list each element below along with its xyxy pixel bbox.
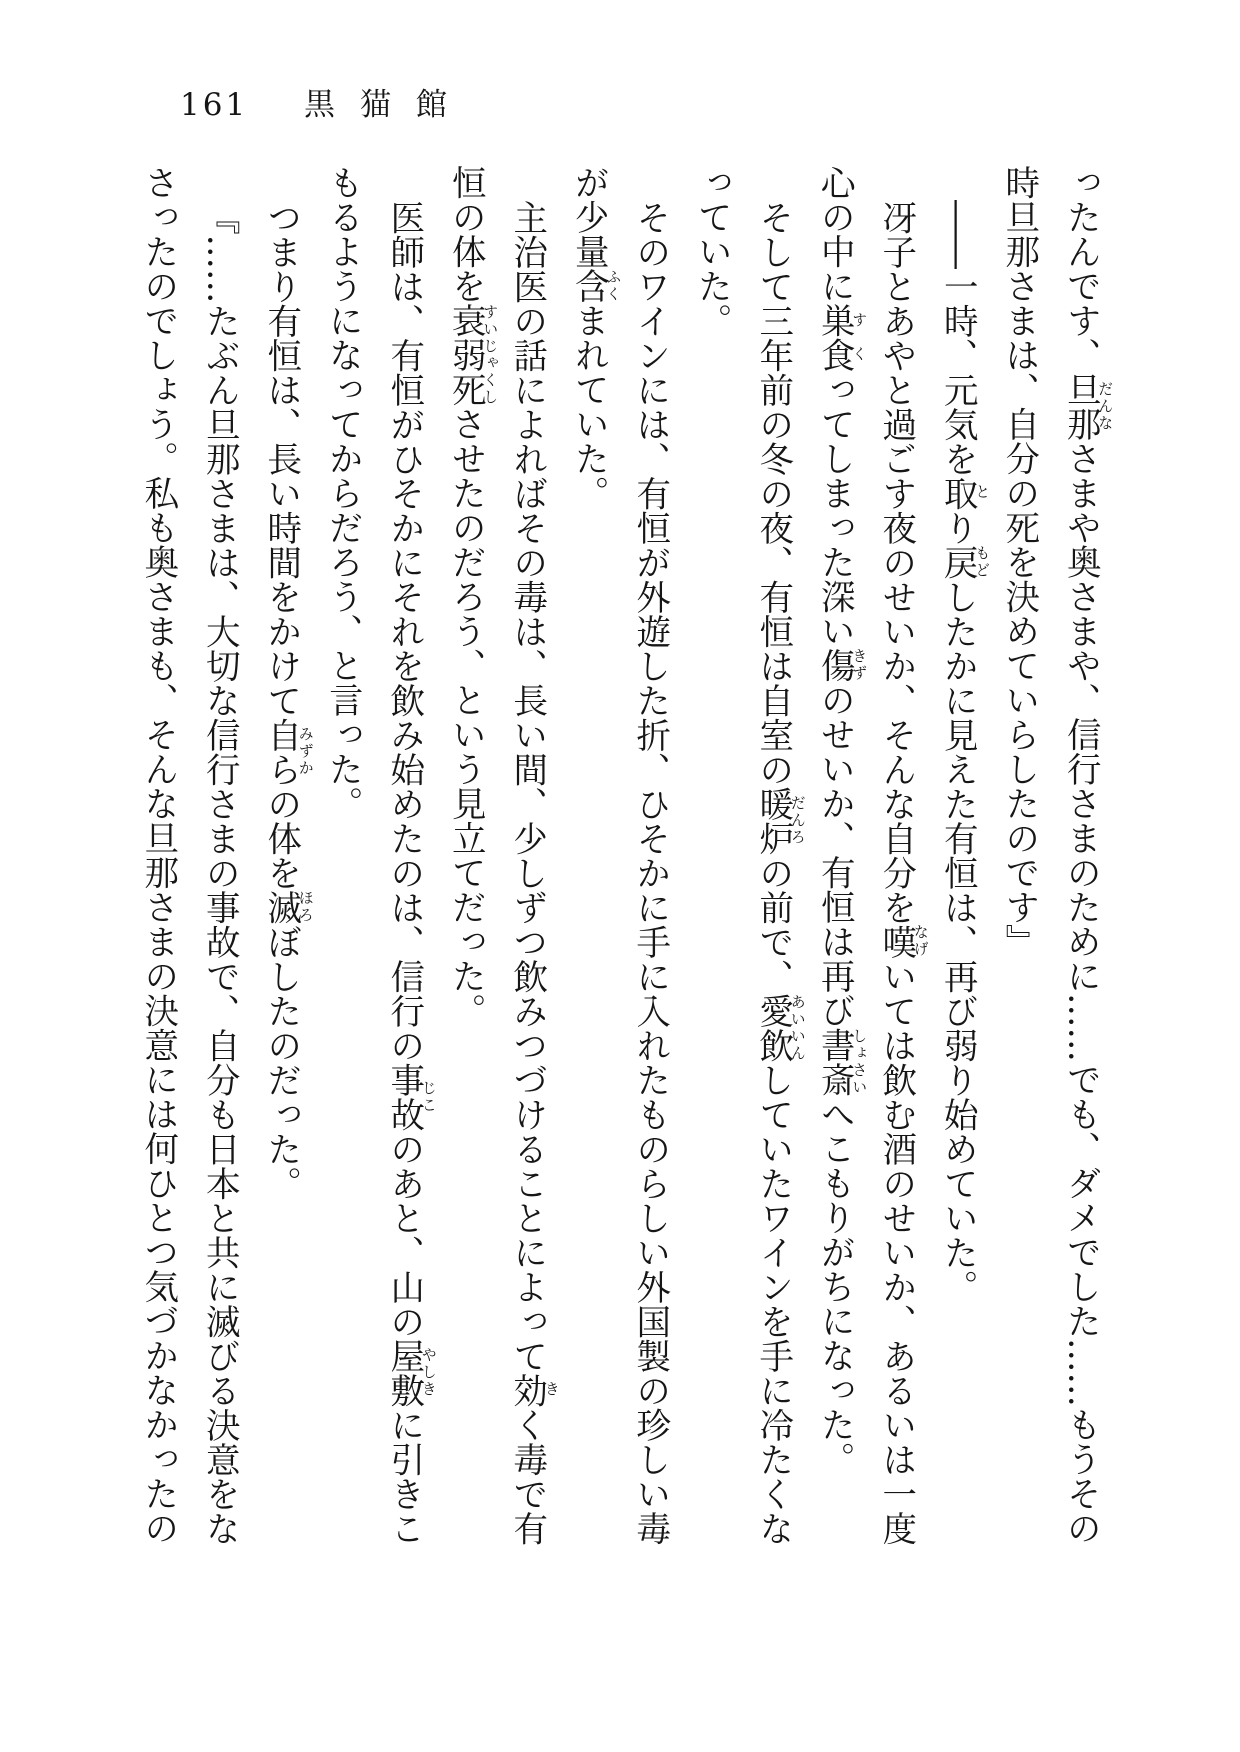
furigana: しょさい <box>850 1028 869 1096</box>
furigana: ほろ <box>296 889 315 924</box>
text-column <box>199 165 240 1620</box>
column-text: つまり有恒は、長い時間をかけて自らの体を滅ぼしたのだった。 <box>260 199 301 1200</box>
column-text: が少量含まれていた。 <box>568 165 609 510</box>
column-text: 恒の体を衰弱死させたのだろう、という見立てだった。 <box>445 165 486 1028</box>
column-text: もるようになってからだろう、と言った。 <box>322 165 363 821</box>
column-text: そのワインには、有恒が外遊した折、ひそかに手に入れたものらしい外国製の珍しい毒 <box>629 199 670 1545</box>
furigana: やしき <box>419 1347 438 1398</box>
furigana: だんな <box>1096 381 1115 432</box>
column-text: 冴子とあやと過ごす夜のせいか、そんな自分を嘆いては飲む酒のせいか、あるいは一度 <box>875 199 916 1545</box>
text-column <box>260 165 315 1620</box>
column-text: っていた。 <box>691 165 732 338</box>
furigana: なげ <box>911 924 930 959</box>
furigana: もど <box>973 544 992 579</box>
column-text: ――一時、元気を取り戻したかに見えた有恒は、再び弱り始めていた。 <box>937 199 978 1304</box>
text-column <box>1060 165 1115 1585</box>
column-text: 『……たぶん旦那さまは、大切な信行さまの事故で、自分も日本と共に滅びる決意をな <box>199 199 240 1545</box>
furigana: く <box>850 346 869 364</box>
text-column <box>506 165 561 1620</box>
text-column <box>445 165 500 1585</box>
book-title: 黒猫館 <box>304 87 473 123</box>
text-column <box>937 165 992 1620</box>
furigana: す <box>850 311 869 329</box>
text-column <box>629 165 670 1620</box>
column-text: さったのでしょう。私も奥さまも、そんな旦那さまの決意には何ひとつ気づかなかったの <box>137 165 178 1545</box>
text-column <box>814 165 869 1585</box>
column-text: 主治医の話によればその毒は、長い間、少しずつ飲みつづけることによって効く毒で有 <box>506 199 547 1545</box>
furigana: ふく <box>604 268 623 303</box>
furigana: き <box>542 1381 561 1399</box>
text-column <box>691 165 732 1585</box>
text-column <box>383 165 438 1620</box>
furigana: みずか <box>296 726 315 777</box>
page-number: 161 <box>180 87 249 123</box>
text-column <box>875 165 930 1620</box>
column-text: そして三年前の冬の夜、有恒は自室の暖炉の前で、愛飲していたワインを手に冷たくな <box>752 199 793 1545</box>
text-column <box>568 165 623 1585</box>
furigana: と <box>973 484 992 502</box>
column-text: 医師は、有恒がひそかにそれを飲み始めたのは、信行の事故のあと、山の屋敷に引きこ <box>383 199 424 1545</box>
text-column <box>752 165 807 1620</box>
text-column <box>998 165 1039 1585</box>
text-column <box>322 165 363 1585</box>
furigana: すいじゃくし <box>481 303 500 406</box>
furigana: じこ <box>419 1079 438 1114</box>
text-column <box>137 165 178 1585</box>
furigana: あいいん <box>788 993 807 1062</box>
furigana: だんろ <box>788 795 807 846</box>
column-text: 時旦那さまは、自分の死を決めていらしたのです』 <box>998 165 1039 959</box>
column-text: 心の中に巣食ってしまった深い傷のせいか、有恒は再び書斎へこもりがちになった。 <box>814 165 855 1476</box>
column-text: ったんです、旦那さまや奥さまや、信行さまのために……でも、ダメでした……もうその <box>1060 165 1101 1545</box>
furigana: きず <box>850 648 869 683</box>
